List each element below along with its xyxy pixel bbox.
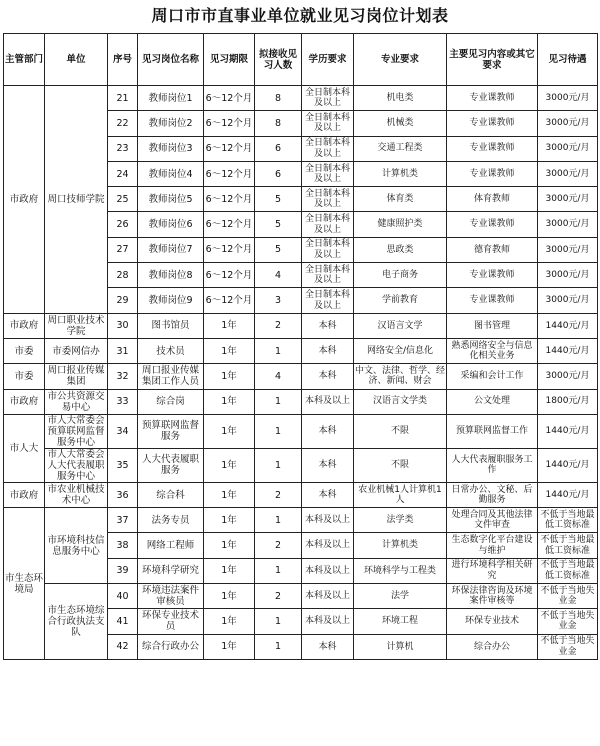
- pay-cell: 3000元/月: [538, 111, 598, 136]
- header-major: 专业要求: [354, 34, 447, 86]
- content-cell: 专业课教师: [447, 86, 538, 111]
- count-cell: 6: [255, 161, 302, 186]
- seq-cell: 40: [108, 584, 138, 609]
- seq-cell: 35: [108, 448, 138, 482]
- edu-cell: 本科: [302, 313, 354, 338]
- table-row: [4, 482, 598, 507]
- edu-cell: 全日制本科及以上: [302, 86, 354, 111]
- major-cell: 不限: [354, 448, 447, 482]
- edu-cell: 本科: [302, 364, 354, 389]
- content-cell: 专业课教师: [447, 263, 538, 288]
- seq-cell: 41: [108, 609, 138, 634]
- unit-cell: 市生态环境综合行政执法支队: [45, 584, 108, 660]
- major-cell: 健康照护类: [354, 212, 447, 237]
- seq-cell: 38: [108, 533, 138, 558]
- unit-cell: 市环境科技信息服务中心: [45, 508, 108, 584]
- content-cell: 专业课教师: [447, 212, 538, 237]
- seq-cell: 30: [108, 313, 138, 338]
- count-cell: 2: [255, 533, 302, 558]
- post-cell: 周口报业传媒集团工作人员: [138, 364, 204, 389]
- pay-cell: 3000元/月: [538, 364, 598, 389]
- dept-cell: 市政府: [4, 313, 45, 338]
- period-cell: 1年: [204, 508, 255, 533]
- count-cell: 8: [255, 111, 302, 136]
- seq-cell: 28: [108, 263, 138, 288]
- unit-cell: 周口技师学院: [45, 86, 108, 314]
- seq-cell: 34: [108, 414, 138, 448]
- pay-cell: 3000元/月: [538, 187, 598, 212]
- seq-cell: 33: [108, 389, 138, 414]
- pay-cell: 1440元/月: [538, 338, 598, 363]
- pay-cell: 不低于当地失业金: [538, 609, 598, 634]
- table-row: [4, 584, 598, 609]
- post-cell: 综合岗: [138, 389, 204, 414]
- count-cell: 6: [255, 136, 302, 161]
- count-cell: 1: [255, 338, 302, 363]
- post-cell: 网络工程师: [138, 533, 204, 558]
- period-cell: 6～12个月: [204, 237, 255, 262]
- post-cell: 教师岗位1: [138, 86, 204, 111]
- content-cell: 预算联网监督工作: [447, 414, 538, 448]
- major-cell: 计算机类: [354, 533, 447, 558]
- table-body: [4, 86, 598, 660]
- post-cell: 环境科学研究: [138, 558, 204, 583]
- pay-cell: 不低于当地失业金: [538, 584, 598, 609]
- period-cell: 1年: [204, 414, 255, 448]
- edu-cell: 全日制本科及以上: [302, 288, 354, 313]
- unit-cell: 市人大常委会人大代表履职服务中心: [45, 448, 108, 482]
- edu-cell: 全日制本科及以上: [302, 111, 354, 136]
- count-cell: 1: [255, 448, 302, 482]
- period-cell: 1年: [204, 364, 255, 389]
- edu-cell: 本科: [302, 414, 354, 448]
- pay-cell: 3000元/月: [538, 161, 598, 186]
- count-cell: 2: [255, 313, 302, 338]
- header-post: 见习岗位名称: [138, 34, 204, 86]
- major-cell: 计算机类: [354, 161, 447, 186]
- content-cell: 生态数字化平台建设与维护: [447, 533, 538, 558]
- content-cell: 处理合同及其他法律文件审查: [447, 508, 538, 533]
- content-cell: 日常办公、文秘、后勤服务: [447, 482, 538, 507]
- post-cell: 技术员: [138, 338, 204, 363]
- post-cell: 教师岗位3: [138, 136, 204, 161]
- pay-cell: 3000元/月: [538, 86, 598, 111]
- header-pay: 见习待遇: [538, 34, 598, 86]
- table-row: [4, 389, 598, 414]
- count-cell: 4: [255, 263, 302, 288]
- major-cell: 不限: [354, 414, 447, 448]
- content-cell: 采编和会计工作: [447, 364, 538, 389]
- major-cell: 电子商务: [354, 263, 447, 288]
- post-cell: 预算联网监督服务: [138, 414, 204, 448]
- seq-cell: 25: [108, 187, 138, 212]
- pay-cell: 3000元/月: [538, 136, 598, 161]
- period-cell: 1年: [204, 448, 255, 482]
- edu-cell: 本科及以上: [302, 389, 354, 414]
- seq-cell: 37: [108, 508, 138, 533]
- post-cell: 教师岗位2: [138, 111, 204, 136]
- unit-cell: 周口职业技术学院: [45, 313, 108, 338]
- post-cell: 法务专员: [138, 508, 204, 533]
- major-cell: 交通工程类: [354, 136, 447, 161]
- content-cell: 综合办公: [447, 634, 538, 659]
- dept-cell: 市人大: [4, 414, 45, 482]
- page-title: 周口市市直事业单位就业见习岗位计划表: [151, 6, 449, 25]
- dept-cell: 市政府: [4, 482, 45, 507]
- unit-cell: 市农业机械技术中心: [45, 482, 108, 507]
- table-row: [4, 338, 598, 363]
- period-cell: 1年: [204, 634, 255, 659]
- period-cell: 1年: [204, 558, 255, 583]
- major-cell: 体育类: [354, 187, 447, 212]
- header-content: 主要见习内容或其它要求: [447, 34, 538, 86]
- unit-cell: 周口报业传媒集团: [45, 364, 108, 389]
- period-cell: 6～12个月: [204, 212, 255, 237]
- edu-cell: 全日制本科及以上: [302, 161, 354, 186]
- header-seq: 序号: [108, 34, 138, 86]
- period-cell: 1年: [204, 584, 255, 609]
- pay-cell: 不低于当地失业金: [538, 634, 598, 659]
- edu-cell: 本科: [302, 634, 354, 659]
- header-period: 见习期限: [204, 34, 255, 86]
- count-cell: 5: [255, 187, 302, 212]
- post-cell: 人大代表履职服务: [138, 448, 204, 482]
- count-cell: 5: [255, 212, 302, 237]
- major-cell: 网络安全/信息化: [354, 338, 447, 363]
- post-cell: 教师岗位5: [138, 187, 204, 212]
- header-count: 拟接收见习人数: [255, 34, 302, 86]
- major-cell: 中文、法律、哲学、经济、新闻、财会: [354, 364, 447, 389]
- edu-cell: 全日制本科及以上: [302, 136, 354, 161]
- post-cell: 环境违法案件审核员: [138, 584, 204, 609]
- seq-cell: 32: [108, 364, 138, 389]
- header-unit: 单位: [45, 34, 108, 86]
- edu-cell: 本科及以上: [302, 584, 354, 609]
- period-cell: 1年: [204, 533, 255, 558]
- internship-plan-table: [3, 33, 598, 660]
- table-row: [4, 414, 598, 448]
- major-cell: 思政类: [354, 237, 447, 262]
- major-cell: 机械类: [354, 111, 447, 136]
- post-cell: 教师岗位6: [138, 212, 204, 237]
- count-cell: 8: [255, 86, 302, 111]
- pay-cell: 不低于当地最低工资标准: [538, 533, 598, 558]
- seq-cell: 42: [108, 634, 138, 659]
- pay-cell: 1440元/月: [538, 313, 598, 338]
- count-cell: 4: [255, 364, 302, 389]
- post-cell: 图书馆员: [138, 313, 204, 338]
- content-cell: 专业课教师: [447, 136, 538, 161]
- pay-cell: 1440元/月: [538, 414, 598, 448]
- major-cell: 环境科学与工程类: [354, 558, 447, 583]
- edu-cell: 全日制本科及以上: [302, 212, 354, 237]
- count-cell: 1: [255, 508, 302, 533]
- major-cell: 汉语言文学: [354, 313, 447, 338]
- seq-cell: 36: [108, 482, 138, 507]
- pay-cell: 3000元/月: [538, 212, 598, 237]
- dept-cell: 市生态环境局: [4, 508, 45, 660]
- content-cell: 环保法律咨询及环境案件审核等: [447, 584, 538, 609]
- major-cell: 计算机: [354, 634, 447, 659]
- major-cell: 环境工程: [354, 609, 447, 634]
- post-cell: 教师岗位8: [138, 263, 204, 288]
- content-cell: 德育教师: [447, 237, 538, 262]
- edu-cell: 本科: [302, 448, 354, 482]
- seq-cell: 26: [108, 212, 138, 237]
- content-cell: 专业课教师: [447, 288, 538, 313]
- major-cell: 法学: [354, 584, 447, 609]
- pay-cell: 不低于当地最低工资标准: [538, 558, 598, 583]
- content-cell: 进行环境科学相关研究: [447, 558, 538, 583]
- unit-cell: 市委网信办: [45, 338, 108, 363]
- edu-cell: 本科及以上: [302, 558, 354, 583]
- pay-cell: 3000元/月: [538, 288, 598, 313]
- seq-cell: 29: [108, 288, 138, 313]
- period-cell: 6～12个月: [204, 187, 255, 212]
- seq-cell: 24: [108, 161, 138, 186]
- pay-cell: 3000元/月: [538, 263, 598, 288]
- count-cell: 1: [255, 609, 302, 634]
- period-cell: 6～12个月: [204, 111, 255, 136]
- period-cell: 1年: [204, 609, 255, 634]
- pay-cell: 1800元/月: [538, 389, 598, 414]
- period-cell: 6～12个月: [204, 288, 255, 313]
- count-cell: 1: [255, 634, 302, 659]
- post-cell: 教师岗位9: [138, 288, 204, 313]
- unit-cell: 市人大常委会预算联网监督服务中心: [45, 414, 108, 448]
- post-cell: 综合行政办公: [138, 634, 204, 659]
- table-row: [4, 448, 598, 482]
- major-cell: 学前教育: [354, 288, 447, 313]
- seq-cell: 21: [108, 86, 138, 111]
- pay-cell: 1440元/月: [538, 482, 598, 507]
- seq-cell: 39: [108, 558, 138, 583]
- unit-cell: 市公共资源交易中心: [45, 389, 108, 414]
- count-cell: 1: [255, 389, 302, 414]
- pay-cell: 不低于当地最低工资标准: [538, 508, 598, 533]
- dept-cell: 市委: [4, 364, 45, 389]
- count-cell: 1: [255, 558, 302, 583]
- edu-cell: 本科: [302, 482, 354, 507]
- seq-cell: 22: [108, 111, 138, 136]
- edu-cell: 本科及以上: [302, 508, 354, 533]
- header-edu: 学历要求: [302, 34, 354, 86]
- major-cell: 法学类: [354, 508, 447, 533]
- post-cell: 教师岗位4: [138, 161, 204, 186]
- count-cell: 3: [255, 288, 302, 313]
- edu-cell: 全日制本科及以上: [302, 237, 354, 262]
- content-cell: 公文处理: [447, 389, 538, 414]
- content-cell: 熟悉网络安全与信息化相关业务: [447, 338, 538, 363]
- table-row: [4, 364, 598, 389]
- seq-cell: 23: [108, 136, 138, 161]
- period-cell: 6～12个月: [204, 263, 255, 288]
- period-cell: 6～12个月: [204, 161, 255, 186]
- period-cell: 1年: [204, 338, 255, 363]
- table-row: [4, 313, 598, 338]
- post-cell: 综合科: [138, 482, 204, 507]
- content-cell: 环保专业技术: [447, 609, 538, 634]
- edu-cell: 本科及以上: [302, 609, 354, 634]
- table-row: [4, 86, 598, 111]
- dept-cell: 市委: [4, 338, 45, 363]
- edu-cell: 全日制本科及以上: [302, 263, 354, 288]
- content-cell: 专业课教师: [447, 161, 538, 186]
- dept-cell: 市政府: [4, 86, 45, 314]
- edu-cell: 本科: [302, 338, 354, 363]
- major-cell: 汉语言文学类: [354, 389, 447, 414]
- table-row: [4, 508, 598, 533]
- period-cell: 6～12个月: [204, 136, 255, 161]
- seq-cell: 31: [108, 338, 138, 363]
- edu-cell: 全日制本科及以上: [302, 187, 354, 212]
- header-dept: 主管部门: [4, 34, 45, 86]
- post-cell: 环保专业技术员: [138, 609, 204, 634]
- content-cell: 专业课教师: [447, 111, 538, 136]
- count-cell: 1: [255, 414, 302, 448]
- period-cell: 1年: [204, 482, 255, 507]
- pay-cell: 1440元/月: [538, 448, 598, 482]
- dept-cell: 市政府: [4, 389, 45, 414]
- content-cell: 图书管理: [447, 313, 538, 338]
- period-cell: 1年: [204, 389, 255, 414]
- major-cell: 农业机械1人计算机1人: [354, 482, 447, 507]
- count-cell: 2: [255, 482, 302, 507]
- seq-cell: 27: [108, 237, 138, 262]
- count-cell: 5: [255, 237, 302, 262]
- pay-cell: 3000元/月: [538, 237, 598, 262]
- content-cell: 体育教师: [447, 187, 538, 212]
- period-cell: 1年: [204, 313, 255, 338]
- period-cell: 6～12个月: [204, 86, 255, 111]
- header-row: [4, 34, 598, 86]
- content-cell: 人大代表履职服务工作: [447, 448, 538, 482]
- major-cell: 机电类: [354, 86, 447, 111]
- edu-cell: 本科及以上: [302, 533, 354, 558]
- count-cell: 2: [255, 584, 302, 609]
- post-cell: 教师岗位7: [138, 237, 204, 262]
